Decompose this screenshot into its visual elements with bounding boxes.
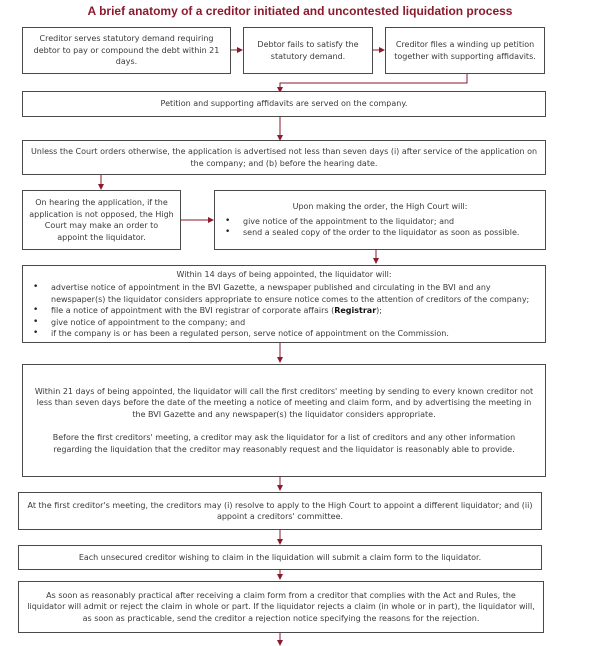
- step-court-order: [214, 190, 546, 250]
- step-text: At the first creditor's meeting, the creditors may (i) resolve to apply to the High Court to appoint a different liquidator; and (ii) appoint a creditors' committee.: [27, 500, 533, 521]
- order-list: [221, 216, 539, 239]
- step-debtor-fails: [243, 27, 373, 74]
- list-item: [51, 305, 539, 317]
- step-text: On hearing the application, if the application is not opposed, the High Court may make an order to appoint the liquidator.: [29, 198, 174, 242]
- text: );: [376, 306, 382, 315]
- step-text: Each unsecured creditor wishing to claim in the liquidation will submit a claim form to the liquidator.: [78, 552, 482, 562]
- step-creditor-demand: [22, 27, 231, 74]
- text: file a notice of appointment with the BVI registrar of corporate affairs (: [51, 306, 335, 315]
- step-lead: Upon making the order, the High Court will:: [292, 202, 468, 212]
- step-text: Debtor fails to satisfy the statutory demand.: [257, 40, 359, 61]
- list-item: • if the company is or has been a regulated person, serve notice of appointment on the Commission.: [51, 328, 539, 340]
- step-text: Creditor files a winding up petition together with supporting affidavits.: [394, 40, 536, 61]
- step-petition-filed: [385, 27, 545, 74]
- registrar-term: Registrar: [334, 306, 377, 315]
- step-text: Unless the Court orders otherwise, the application is advertised not less than seven days (i) after service of the application on the company; and (b) before the hearing date.: [30, 147, 538, 168]
- step-admit-reject: [18, 581, 544, 633]
- list-item: • send a sealed copy of the order to the liquidator as soon as possible.: [243, 227, 539, 239]
- arrow-petition-to-served: [280, 73, 467, 92]
- step-within-14-days: [22, 265, 546, 343]
- step-text: Petition and supporting affidavits are served on the company.: [160, 99, 408, 109]
- step-text: Creditor serves statutory demand requiring debtor to pay or compound the debt within 21 days.: [33, 34, 220, 67]
- step-hearing: [22, 190, 181, 250]
- diagram-title: A brief anatomy of a creditor initiated and uncontested liquidation process: [87, 4, 513, 18]
- step-within-21-days: [22, 364, 546, 477]
- step-claim-form: [18, 545, 542, 570]
- list-item: • advertise notice of appointment in the BVI Gazette, a newspaper published and circulating in the BVI and any newspaper(s) the liquidator considers appropriate to ensure notice comes to the attention of creditors of the company;: [51, 282, 539, 305]
- step-lead: Within 14 days of being appointed, the liquidator will:: [176, 269, 392, 279]
- step-first-meeting: [18, 492, 542, 530]
- step-paragraph: Before the first creditors' meeting, a creditor may ask the liquidator for a list of creditors and any other information regarding the liquidation that the creditor may reasonably request and the liquidator is reasonably able to provide.: [52, 433, 516, 454]
- step-advertised: [22, 140, 546, 175]
- step-text: As soon as reasonably practical after receiving a claim form from a creditor that complies with the Act and Rules, the liquidator will admit or reject the claim in whole or part. If the liquidator rejects a claim (in whole or in part), the liquidator will, as soon as practicable, send the creditor a rejection notice specifying the reasons for the rejection.: [27, 590, 535, 623]
- list-item: • give notice of the appointment to the liquidator; and: [243, 216, 539, 228]
- step-petition-served: [22, 91, 546, 117]
- list-item: • give notice of appointment to the company; and: [51, 317, 539, 329]
- within-14-list: [29, 282, 539, 340]
- step-paragraph: Within 21 days of being appointed, the liquidator will call the first creditors' meeting by sending to every known creditor not less than seven days before the date of the meeting a notice of meeting and claim form, and by advertising the meeting in the BVI Gazette and any newspaper(s) the liquidator considers appropriate.: [34, 386, 534, 419]
